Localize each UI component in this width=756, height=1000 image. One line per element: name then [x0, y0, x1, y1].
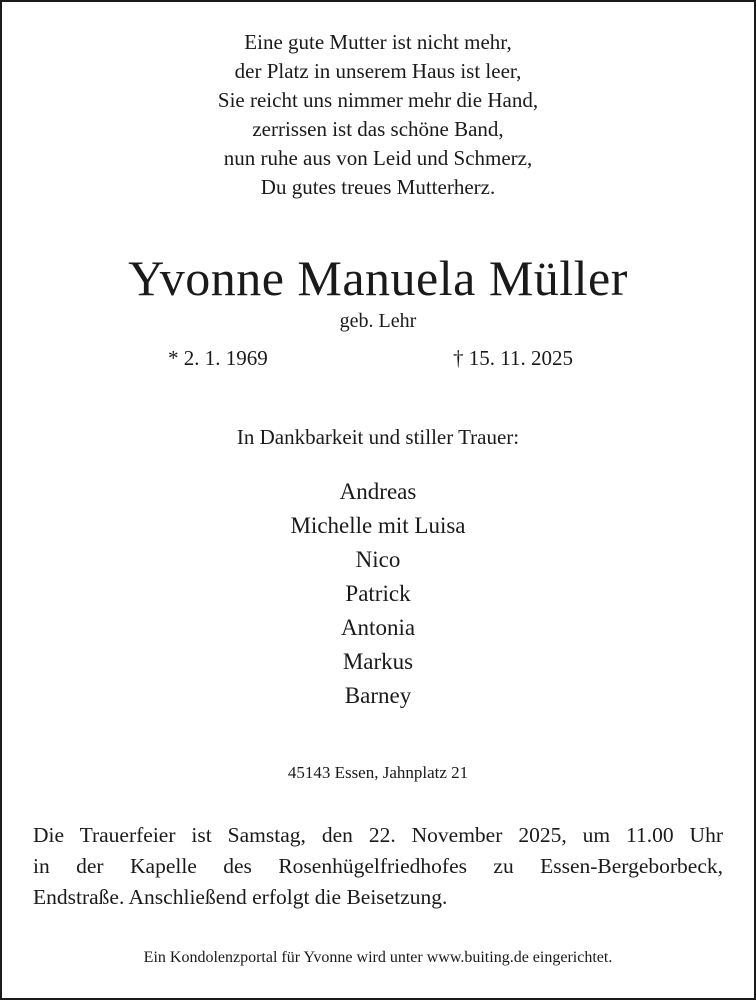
- mourner-name: Antonia: [340, 615, 416, 640]
- ceremony-line: in der Kapelle des Rosenhügelfriedhofes zu Essen-Bergeborbeck,: [33, 854, 723, 878]
- death-date: † 15. 11. 2025: [453, 346, 573, 370]
- poem-line: zerrissen ist das schöne Band,: [252, 117, 504, 141]
- mourner-name: Barney: [344, 683, 412, 708]
- poem-line: der Platz in unserem Haus ist leer,: [234, 59, 522, 83]
- poem-line: Eine gute Mutter ist nicht mehr,: [244, 30, 512, 54]
- mourning-intro: In Dankbarkeit und stiller Trauer:: [236, 425, 520, 449]
- birth-date: * 2. 1. 1969: [168, 346, 268, 370]
- mourner-name: Markus: [342, 649, 414, 674]
- mourner-name: Patrick: [345, 581, 411, 606]
- memorial-poem: [0, 28, 756, 202]
- ceremony-line: Die Trauerfeier ist Samstag, den 22. November 2025, um 11.00 Uhr: [33, 823, 723, 847]
- mourner-name: Andreas: [339, 479, 417, 504]
- poem-line: Sie reicht uns nimmer mehr die Hand,: [217, 88, 539, 112]
- ceremony-line: Endstraße. Anschließend erfolgt die Beisetzung.: [33, 885, 448, 909]
- condolence-portal-note: Ein Kondolenzportal für Yvonne wird unter www.buiting.de eingerichtet.: [143, 949, 613, 966]
- maiden-name: geb. Lehr: [339, 310, 417, 332]
- deceased-name: Yvonne Manuela Müller: [128, 250, 628, 306]
- poem-line: Du gutes treues Mutterherz.: [260, 175, 496, 199]
- poem-line: nun ruhe aus von Leid und Schmerz,: [223, 146, 533, 170]
- ceremony-details: [33, 820, 723, 913]
- family-address: 45143 Essen, Jahnplatz 21: [287, 763, 469, 782]
- mourners-list: [0, 475, 756, 713]
- mourner-name: Michelle mit Luisa: [290, 513, 466, 538]
- mourner-name: Nico: [355, 547, 401, 572]
